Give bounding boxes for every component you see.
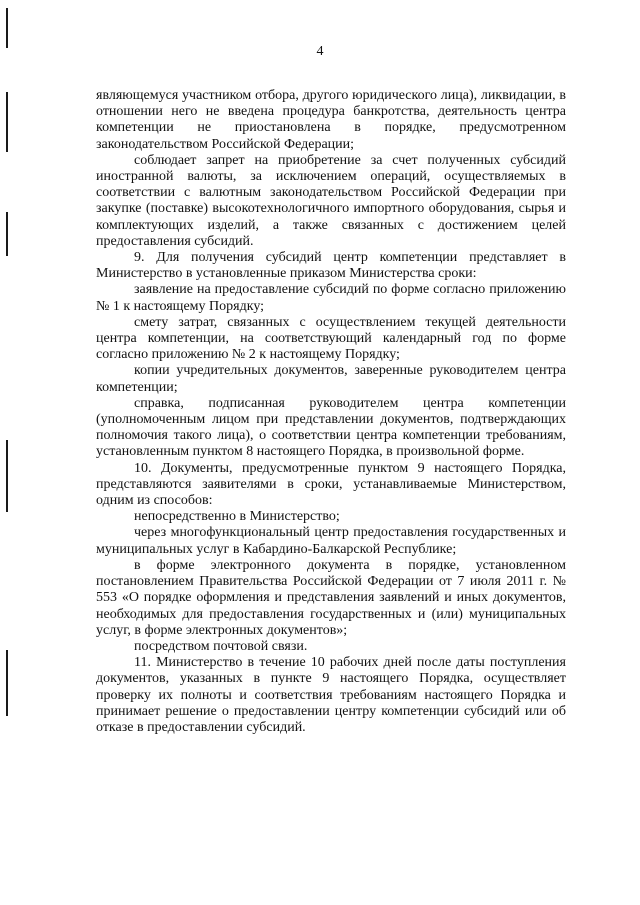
paragraph: смету затрат, связанных с осуществлением текущей деятельности центра компетенции, на соответствующий календарный год по форме согласно приложению № 2 к настоящему Порядку; xyxy=(96,314,566,363)
paragraph: непосредственно в Министерство; xyxy=(134,509,340,525)
paragraph: копии учредительных документов, заверенные руководителем центра компетенции; xyxy=(96,363,566,395)
scan-edge-mark xyxy=(6,212,8,256)
paragraph: посредством почтовой связи. xyxy=(134,638,308,654)
document-body xyxy=(96,88,566,736)
paragraph: соблюдает запрет на приобретение за счет полученных субсидий иностранной валюты, за исключением операций, осуществляемых в соответствии с валютным законодательством Российской Федерации при закупке (поставке) высокотехнологичного импортного оборудования, сырья и комплектующих изделий, а также связанных с достижением целей предоставления субсидий. xyxy=(96,152,566,249)
paragraph: справка, подписанная руководителем центра компетенции (уполномоченным лицом при представлении документов, подтверждающих полномочия такого лица), о соответствии центра компетенции требованиям, установленным пунктом 8 настоящего Порядка, в произвольной форме. xyxy=(96,395,566,460)
paragraph: в форме электронного документа в порядке, установленном постановлением Правительства Российской Федерации от 7 июля 2011 г. № 553 «О порядке оформления и представления заявлений и иных документов, необходимых для предоставления государственных и (или) муниципальных услуг, в форме электронных документов»; xyxy=(96,557,566,638)
scan-edge-mark xyxy=(6,8,8,48)
paragraph: через многофункциональный центр предоставления государственных и муниципальных услуг в Кабардино-Балкарской Республике; xyxy=(96,525,566,557)
paragraph: 9. Для получения субсидий центр компетенции представляет в Министерство в установленные приказом Министерства сроки: xyxy=(96,250,566,282)
paragraph: 10. Документы, предусмотренные пунктом 9 настоящего Порядка, представляются заявителями в сроки, устанавливаемые Министерством, одним из способов: xyxy=(96,460,566,509)
paragraph: 11. Министерство в течение 10 рабочих дней после даты поступления документов, указанных в пункте 9 настоящего Порядка, осуществляет проверку их полноты и соответствия требованиям настоящего Порядка и принимает решение о предоставлении центру компетенции субсидий или об отказе в предоставлении субсидий. xyxy=(96,655,566,735)
paragraph: являющемуся участником отбора, другого юридического лица), ликвидации, в отношении него не введена процедура банкротства, деятельность центра компетенции не приостановлена в порядке, предусмотренном законодательством Российской Федерации; xyxy=(96,88,566,152)
scan-edge-mark xyxy=(6,92,8,152)
page-number: 4 xyxy=(316,44,324,59)
scan-edge-mark xyxy=(6,440,8,512)
paragraph: заявление на предоставление субсидий по форме согласно приложению № 1 к настоящему Порядку; xyxy=(96,282,566,314)
scan-edge-mark xyxy=(6,650,8,716)
